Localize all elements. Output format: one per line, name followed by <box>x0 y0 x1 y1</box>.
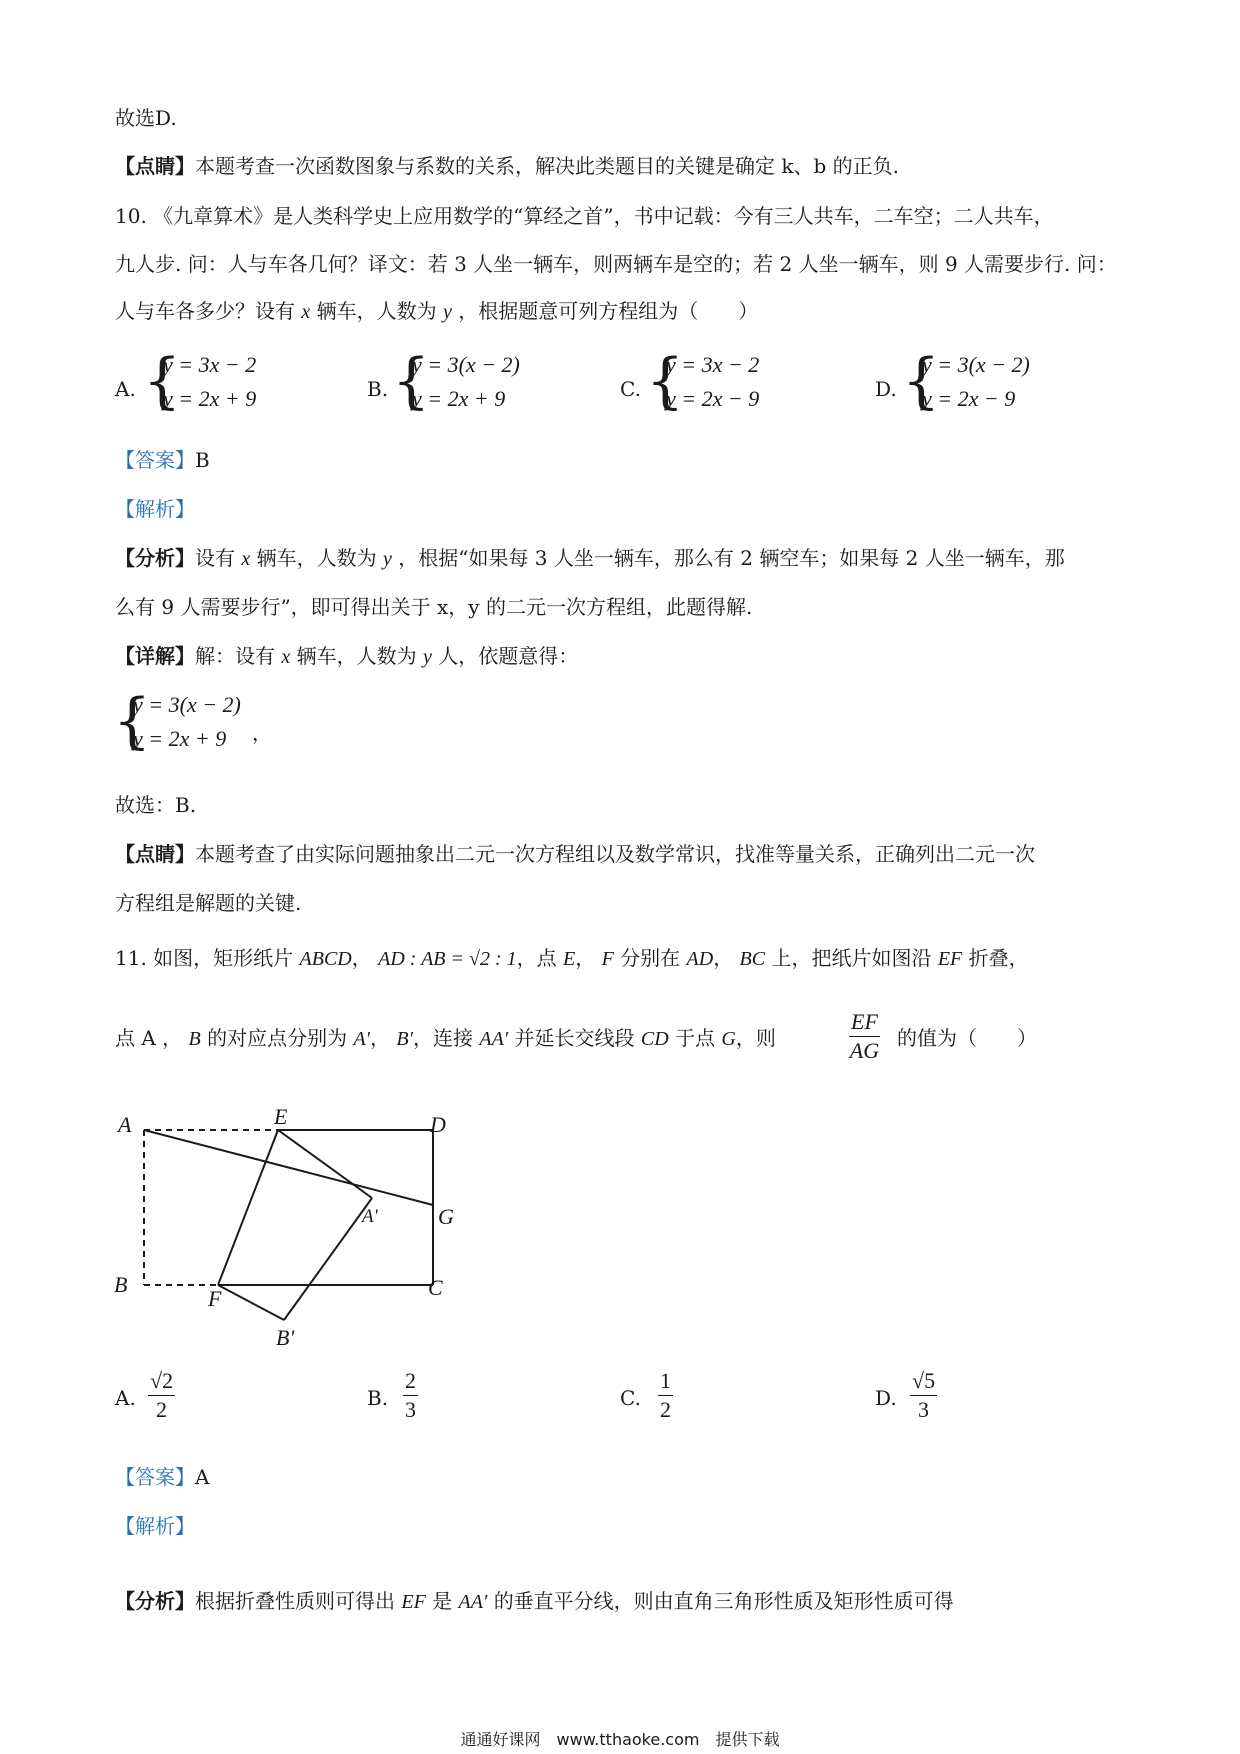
var-ad: AD <box>686 948 714 970</box>
note-label: 【点睛】 <box>115 154 195 178</box>
equation-2: y = 2x + 9 <box>412 386 506 411</box>
text: 折叠， <box>968 946 1029 970</box>
text: 上，把纸片如图沿 <box>771 946 932 970</box>
equation-2: y = 2x − 9 <box>666 386 760 411</box>
q11-fenxi <box>115 1587 954 1616</box>
var-a-prime: A′ <box>353 1028 371 1050</box>
page-footer: 通通好课网 www.tthaoke.com 提供下载 <box>460 1730 780 1749</box>
detail-label: 【详解】 <box>115 644 195 668</box>
var-x: x <box>241 548 251 570</box>
q10-note-2: 方程组是解题的关键. <box>115 891 302 915</box>
var-f: F <box>601 948 614 970</box>
text: 设有 <box>195 546 235 570</box>
option-label: C. <box>620 377 641 401</box>
equation-1: y = 3(x − 2) <box>133 692 241 717</box>
ratio: AD : AB = √2 : 1 <box>378 948 517 970</box>
label-e: E <box>274 1104 288 1129</box>
text: 是 <box>432 1589 453 1613</box>
q10-line3 <box>115 297 758 326</box>
numerator: 2 <box>403 1367 418 1396</box>
denominator: 2 <box>156 1397 168 1422</box>
brace-icon: { <box>902 346 941 416</box>
var-b: B <box>188 1028 201 1050</box>
q10-fenxi-2: 么有 9 人需要步行”，即可得出关于 x，y 的二元一次方程组，此题得解. <box>115 595 753 619</box>
segment-fb-prime <box>218 1285 284 1320</box>
equation-1: y = 3x − 2 <box>163 352 257 377</box>
var-aa-prime: AA′ <box>479 1028 509 1050</box>
denominator: 3 <box>405 1397 416 1422</box>
brace-icon: { <box>646 346 685 416</box>
q10-choice: 故选：B. <box>115 793 197 817</box>
text: 根据折叠性质则可得出 <box>195 1589 395 1613</box>
option-label: A. <box>115 377 136 401</box>
text: 的对应点分别为 <box>207 1026 348 1050</box>
equation-1: y = 3x − 2 <box>666 352 760 377</box>
text: ， <box>713 946 734 970</box>
answer-label: 【答案】 <box>115 448 195 472</box>
numerator: √5 <box>910 1367 937 1396</box>
q10-analysis-label: 【解析】 <box>115 497 195 521</box>
equation-2: y = 2x − 9 <box>922 386 1016 411</box>
denominator: 3 <box>918 1397 930 1422</box>
denominator: AG <box>849 1038 880 1063</box>
var-y: y <box>382 548 392 570</box>
text: ，连接 <box>413 1026 474 1050</box>
segment-a-prime-b-prime <box>284 1198 372 1320</box>
label-b: B <box>114 1272 128 1297</box>
var-cd: CD <box>640 1028 669 1050</box>
label-f: F <box>208 1286 222 1311</box>
var-e: E <box>563 948 576 970</box>
prev-choice: 故选D. <box>115 106 177 130</box>
text: 本题考查了由实际问题抽象出二元一次方程组以及数学常识，找准等量关系，正确列出二元一次 <box>195 842 1035 866</box>
text: ， <box>575 946 596 970</box>
q10-note-1 <box>115 840 1035 868</box>
text: ，则 <box>735 1026 776 1050</box>
q10-detail <box>115 642 578 671</box>
fenxi-label: 【分析】 <box>115 1589 195 1613</box>
var-bc: BC <box>739 948 766 970</box>
text: 分别在 <box>620 946 681 970</box>
q11-answer <box>115 1463 209 1491</box>
equation-2: y = 2x + 9 <box>163 386 257 411</box>
text: 辆车，人数为 <box>256 546 377 570</box>
geometry-figure <box>110 1100 480 1350</box>
segment-ef <box>218 1130 278 1285</box>
answer-value: A <box>195 1465 210 1489</box>
q11-line2 <box>115 1024 776 1053</box>
comma: ， <box>252 721 272 745</box>
segment-ea-prime <box>278 1130 372 1198</box>
answer-label: 【答案】 <box>115 1465 195 1489</box>
text: 辆车，人数为 <box>296 644 417 668</box>
text: ，点 <box>516 946 557 970</box>
text: 人与车各多少？设有 <box>115 299 295 323</box>
numerator: 1 <box>658 1367 673 1396</box>
option-label: D. <box>875 377 897 401</box>
label-a-prime: A' <box>362 1206 378 1227</box>
option-label: B. <box>367 1386 389 1410</box>
var-y: y <box>422 646 432 668</box>
label-g: G <box>438 1204 454 1229</box>
label-a: A <box>118 1112 132 1137</box>
option-label: C. <box>620 1386 641 1410</box>
equation-1: y = 3(x − 2) <box>922 352 1030 377</box>
note-label: 【点睛】 <box>115 842 195 866</box>
q11-line1 <box>115 944 1029 973</box>
var-x: x <box>281 646 291 668</box>
fenxi-label: 【分析】 <box>115 546 195 570</box>
text: ，根据题意可列方程组为（ ） <box>458 299 759 323</box>
var-ef: EF <box>937 948 963 970</box>
q11-analysis-label: 【解析】 <box>115 1514 195 1538</box>
numerator: √2 <box>148 1367 175 1396</box>
var-y: y <box>442 301 452 323</box>
var-ef: EF <box>401 1591 426 1613</box>
q10-line1: 10. 《九章算术》是人类科学史上应用数学的“算经之首”，书中记载：今有三人共车，二车空；二人共车， <box>115 204 1054 228</box>
text: ， <box>351 946 372 970</box>
q10-line2: 九人步. 问：人与车各几何？译文：若 3 人坐一辆车，则两辆车是空的；若 2 人坐一辆车，则 9 人需要步行. 问： <box>115 252 1117 276</box>
var-b-prime: B′ <box>396 1028 414 1050</box>
text: ，根据“如果每 3 人坐一辆车，那么有 2 辆空车；如果每 2 人坐一辆车，那 <box>398 546 1065 570</box>
var-g: G <box>721 1028 736 1050</box>
option-label: B. <box>367 377 389 401</box>
brace-icon: { <box>392 346 431 416</box>
text: ， <box>370 1026 391 1050</box>
equation-1: y = 3(x − 2) <box>412 352 520 377</box>
q11-line2-end: 的值为（ ） <box>897 1026 1037 1050</box>
label-d: D <box>430 1112 446 1137</box>
label-c: C <box>428 1275 443 1300</box>
var-aa-prime: AA′ <box>458 1591 488 1613</box>
option-label: A. <box>115 1386 136 1410</box>
equation-2: y = 2x + 9 <box>133 726 227 751</box>
numerator: EF <box>849 1008 880 1037</box>
segment-ag <box>144 1130 433 1205</box>
label-b-prime: B' <box>276 1325 295 1350</box>
text: 辆车，人数为 <box>316 299 437 323</box>
fraction-ef-ag <box>849 1008 880 1065</box>
q10-fenxi-1 <box>115 544 1065 573</box>
var-x: x <box>301 301 311 323</box>
option-label: D. <box>875 1386 897 1410</box>
prev-note <box>115 152 899 180</box>
text: 人，依题意得： <box>438 644 579 668</box>
text: 解：设有 <box>195 644 275 668</box>
text: 并延长交线段 <box>514 1026 635 1050</box>
brace-icon: { <box>143 346 182 416</box>
note-text: 本题考查一次函数图象与系数的关系，解决此类题目的关键是确定 k、b 的正负. <box>195 154 899 178</box>
text: 点 A ， <box>115 1026 183 1050</box>
text: 于点 <box>675 1026 716 1050</box>
answer-value: B <box>195 448 210 472</box>
text: 的垂直平分线，则由直角三角形性质及矩形性质可得 <box>493 1589 954 1613</box>
brace-icon: { <box>113 686 152 756</box>
text: 11. 如图，矩形纸片 <box>115 946 294 970</box>
q10-answer <box>115 446 210 474</box>
var-abcd: ABCD <box>299 948 352 970</box>
denominator: 2 <box>660 1397 671 1422</box>
